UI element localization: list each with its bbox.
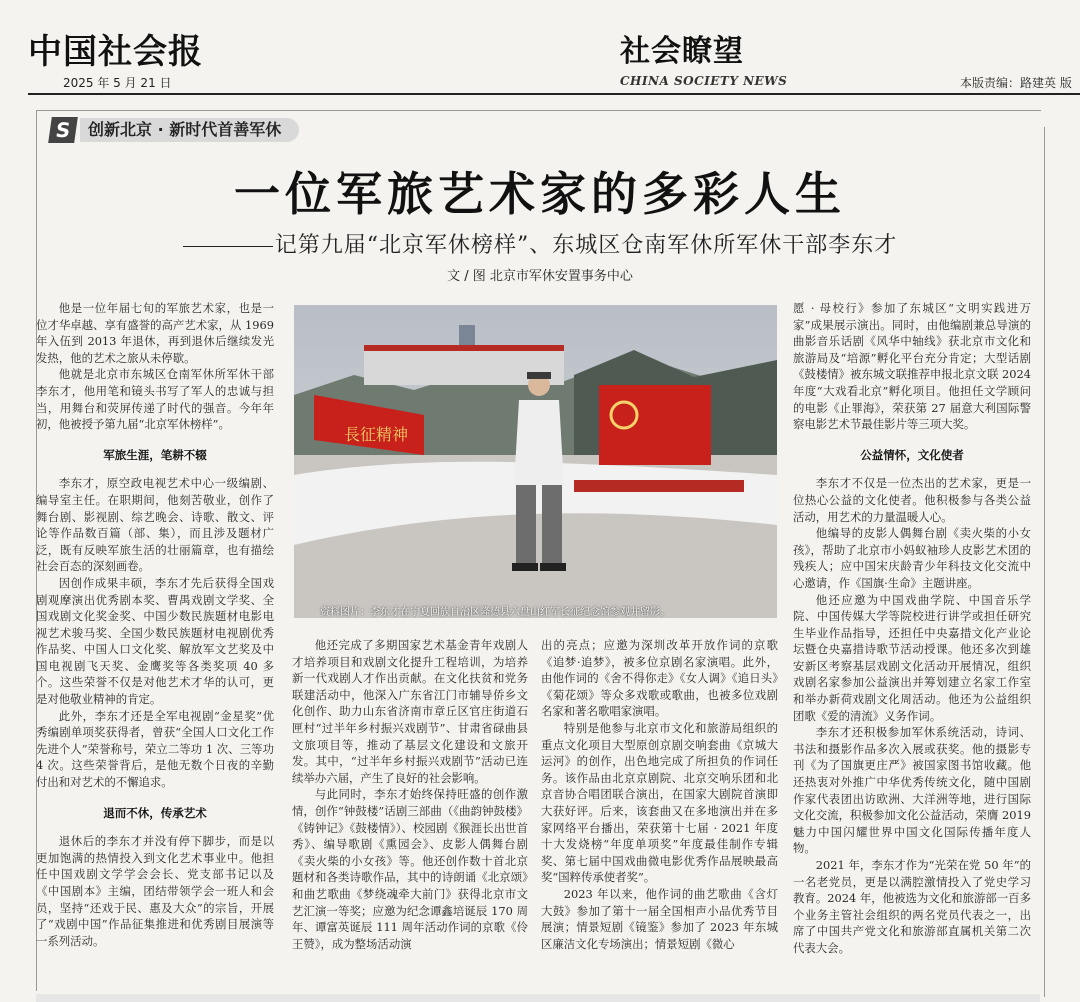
article-byline: 文 / 图 北京市军休安置事务中心 — [447, 269, 633, 284]
article-subhead-wrap — [0, 228, 1080, 259]
paragraph: 他编导的皮影人偶舞台剧《卖火柴的小女孩》，帮助了北京市小妈蚁袖珍人皮影艺术团的残疾人；应中国宋庆龄青少年科技文化交流中心邀请，作《国旗·生命》主题讲座。 — [793, 526, 1031, 590]
text-column-3 — [541, 637, 778, 952]
sign-text-left: 長征精神 — [344, 425, 409, 444]
issue-date: 2025 年 5 月 21 日 — [63, 76, 172, 90]
article-photo — [294, 305, 777, 618]
paragraph: 2021 年，李东才作为“光荣在党 50 年”的一名老党员，更是以满腔激情投入了党史学习教育。2024 年，他被选为文化和旅游部一百多个业务主管社会组织的两名党员代表之一，出席了中国共产党文化和旅游部直属机关第二次代表大会。 — [793, 858, 1031, 955]
paragraph: 他还完成了多期国家艺术基金青年戏剧人才培养项目和戏剧文化提升工程培训，为培养新一代戏剧人才作出贡献。在文化扶贫和党务联建活动中，他深入广东省江门市辅导侨乡文化创作、助力山东省济南市章丘区官庄街道石匣村“过半年乡村振兴戏剧节”、甘肃省碌曲县文旅项目等，推动了基层文化建设和文旅开发。其中，“过半年乡村振兴戏剧节”活动已连续举办六届，产生了良好的社会影响。 — [292, 638, 528, 785]
masthead-rule — [28, 93, 1080, 95]
paragraph: 愿 · 母校行》参加了东城区“文明实践进万家”成果展示演出。同时，由他编剧兼总导演的曲影音乐话剧《风华中轴线》获北京市文化和旅游局及“培源”孵化平台充分肯定；大型话剧《鼓楼情》被东城文联推荐申报北京文联 2024 年度“大戏看北京”孵化项目。他担任文学顾问的电影《止罪海》，荣获第 27 届意大利国际警察电影艺术节最佳影片等三项大奖。 — [793, 301, 1031, 432]
paragraph: 他是一位年届七旬的军旅艺术家，也是一位才华卓越、享有盛誉的高产艺术家，从 1969 年入伍到 2013 年退休，再到退休后继续发光发热，他的艺术之旅从未停歇。 — [36, 301, 274, 365]
paragraph: 李东才还积极参加军休系统活动，诗词、书法和摄影作品多次入展或获奖。他的摄影专刊《为了国旗更庄严》被国家图书馆收藏。他还热衷对外推广中华优秀传统文化，随中国剧作家代表团出访欧洲、大洋洲等地，进行国际文化交流，积极参加文化公益活动，荣膺 2019 魅力中国闪耀世界中国文化国际传播年度人物。 — [793, 725, 1031, 856]
section-heading: 退而不休，传承艺术 — [103, 805, 207, 820]
paragraph: 他还应邀为中国戏曲学院、中国音乐学院、中国传媒大学等院校进行讲学或担任研究生毕业作品指导，还担任中央嘉措文化产业论坛暨仓央嘉措诗歌节活动授课。他还多次到雄安新区考察基层戏剧文化活动开展情况，组织戏剧名家参加公益演出并筹划建立名家工作室和举办新荷戏剧文化周活动。他还为公益组织团歌《爱的清流》义务作词。 — [793, 592, 1031, 723]
article-headline: 一位军旅艺术家的多彩人生 — [234, 167, 846, 221]
photo-caption: 资料图片：李东才在宁夏回族自治区隆德县六盘山红军长征纪念馆参观并留影。 — [320, 607, 670, 618]
building-roof — [364, 345, 564, 351]
paragraph: 出的亮点；应邀为深圳改革开放作词的京歌《追梦·追梦》，被多位京剧名家演唱。此外，由他作词的《舍不得你走》《女人调》《追日头》《菊花颂》等众多戏歌或歌曲，也被多位戏剧名家和著名歌唱家演唱。 — [541, 638, 778, 719]
paragraph: 特别是他参与北京市文化和旅游局组织的重点文化项目大型原创京剧交响套曲《京城大运河》的创作，出色地完成了所担负的作词任务。该作品由北京京剧院、北京交响乐团和北京音协合唱团联合演出，在国家大剧院首演即大获好评。后来，该套曲又在多地演出并在多家网络平台播出，荣获第十七届 · 2021 年度十大发烧榜“年度单项奖”年度最佳制作专辑奖、第七届中国戏曲微电影优秀作品展映最高奖“国粹传承使者奖”。 — [541, 720, 778, 885]
photo-illustration — [294, 305, 777, 618]
paragraph: 他就是北京市东城区仓南军休所军休干部李东才，他用笔和镜头书写了军人的忠诚与担当，用舞台和荧屏传递了时代的强音。今年年初，他被授予第九届“北京军休榜样”。 — [36, 367, 274, 432]
paragraph: 2023 年以来，他作词的曲艺歌曲《含灯大鼓》参加了第十一届全国相声小品优秀节目展演；情景短剧《镜鉴》参加了 2023 年东城区廉洁文化专场演出；情景短剧《微心 — [541, 886, 778, 951]
newspaper-logo: 中国社会报 — [28, 32, 203, 72]
paragraph: 李东才不仅是一位杰出的艺术家，更是一位热心公益的文化使者。他积极参与各类公益活动，用艺术的力量温暖人心。 — [793, 476, 1031, 524]
column-label: 创新北京 · 新时代首善军休 — [80, 118, 299, 142]
subhead-dash — [183, 246, 273, 247]
masthead — [0, 0, 1080, 95]
article-subhead: 记第九届“北京军休榜样”、东城区仓南军休所军休干部李东才 — [274, 233, 898, 258]
column-badge: S — [48, 117, 78, 143]
paragraph: 与此同时，李东才始终保持旺盛的创作激情，创作“钟鼓楼”话剧三部曲（《曲韵钟鼓楼》《铸钟记》《鼓楼情》）、校园剧《猴涯长出世首秀》、编导歌剧《熏园会》、皮影人偶舞台剧《卖火柴的小女孩》等。他还创作数十首北京题材和各类诗歌作品，其中的诗朗诵《北京颂》和曲艺歌曲《梦绕魂牵大前门》获得北京市文艺汇演一等奖；应邀为纪念谭鑫培诞辰 170 周年、谭富英诞辰 111 周年活动作词的京歌《伶王赞》，成为整场活动演 — [292, 787, 528, 951]
page-bottom-band — [36, 994, 1040, 1002]
paragraph: 李东才，原空政电视艺术中心一级编剧、编导室主任。在职期间，他刻苦敬业，创作了舞台剧、影视剧、综艺晚会、诗歌、散文、评论等作品数百篇（部、集），而且涉及题材广泛，既有反映军旅生活的壮丽篇章，也有描绘社会百态的深刻画卷。 — [36, 476, 274, 574]
column-tag — [50, 117, 299, 143]
paragraph: 此外，李东才还是全军电视剧“金星奖”优秀编剧单项奖获得者，曾获“全国人口文化工作先进个人”荣誉称号，荣立二等功 1 次、三等功 4 次。这些荣誉背后，是他无数个日夜的辛勤付出和对艺术的不懈追求。 — [36, 708, 274, 790]
text-column-4 — [793, 300, 1031, 957]
section-english-title: CHINA SOCIETY NEWS — [620, 74, 788, 88]
text-column-2 — [292, 637, 528, 952]
page-editor: 本版责编：路建英 版 — [960, 76, 1072, 90]
section-title: 社会瞭望 — [620, 34, 744, 69]
section-heading: 军旅生涯，笔耕不辍 — [103, 447, 207, 462]
flower-bed — [574, 480, 744, 492]
text-column-1 — [36, 300, 274, 949]
section-heading: 公益情怀，文化使者 — [860, 447, 964, 462]
paragraph: 退休后的李东才并没有停下脚步，而是以更加饱满的热情投入到文化艺术事业中。他担任中国戏剧文学学会会长、党支部书记以及《中国剧本》主编，团结带领学会一班人和会员，坚持“还戏于民、惠及大众”的宗旨，开展了“戏剧中国”作品征集推进和优秀剧目展演等一系列活动。 — [36, 834, 274, 948]
paragraph: 因创作成果丰硕，李东才先后获得全国戏剧观摩演出优秀剧本奖、曹禺戏剧文学奖、全国戏剧文化奖金奖、中国少数民族题材电影电视艺术骏马奖、全国少数民族题材电视剧优秀作品奖、中国人口文化奖、解放军文艺奖及中国电视剧飞天奖、金鹰奖等各类奖项 40 多个。这些荣誉不仅是对他艺术才华的认可，更是对他敬业精神的肯定。 — [36, 575, 274, 707]
